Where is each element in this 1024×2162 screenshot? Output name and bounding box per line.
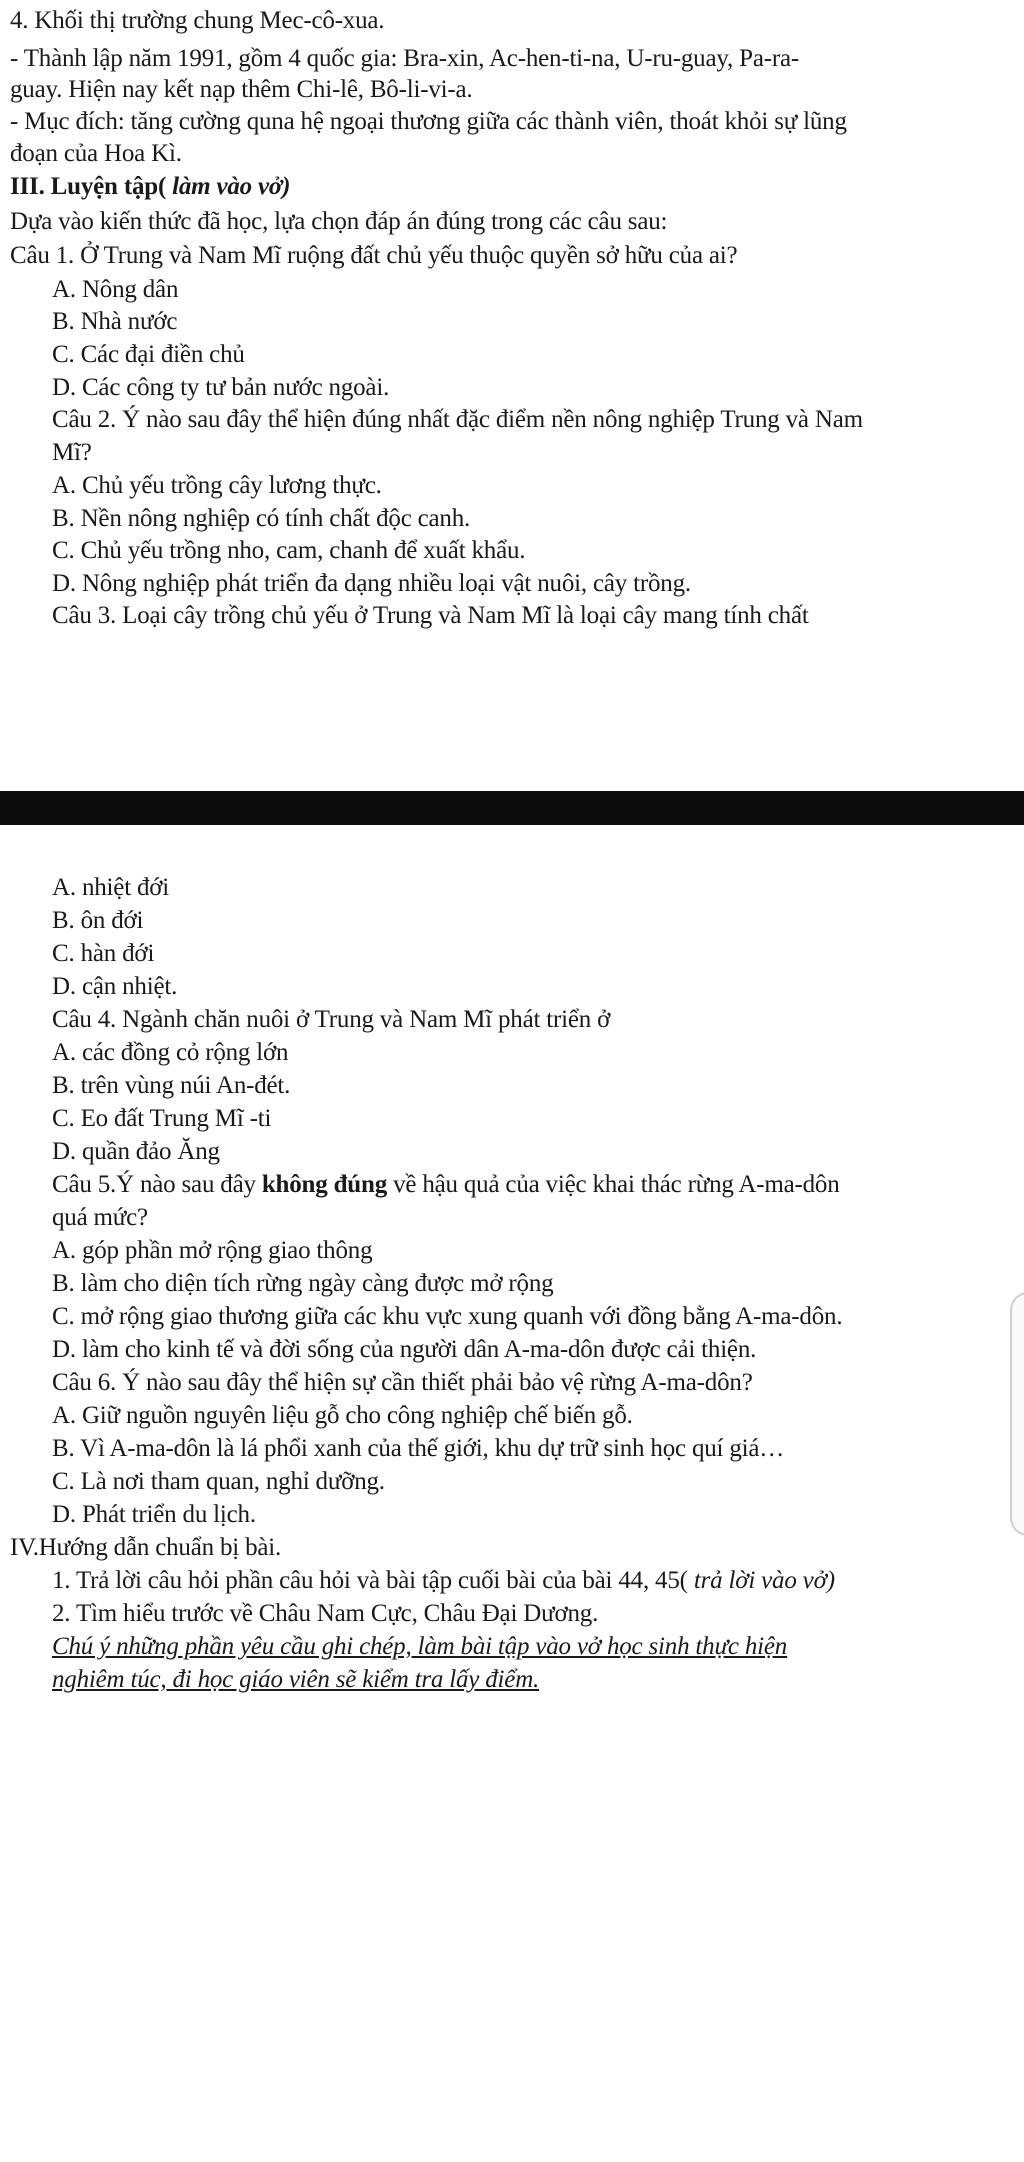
answer-option: A. Giữ nguồn nguyên liệu gỗ cho công nghiệp chế biến gỗ. [52, 1402, 633, 1429]
answer-option: D. cận nhiệt. [52, 973, 178, 1000]
answer-option: A. nhiệt đới [52, 874, 170, 901]
answer-option: A. các đồng cỏ rộng lớn [52, 1039, 289, 1066]
question-5-emphasis: không đúng [261, 1171, 388, 1198]
section-heading-text: III. Luyện tập( [10, 173, 173, 200]
question-1: Câu 1. Ở Trung và Nam Mĩ ruộng đất chủ yếu thuộc quyền sở hữu của ai? [10, 242, 738, 269]
question-5-cont: quá mức? [52, 1204, 148, 1231]
question-3: Câu 3. Loại cây trồng chủ yếu ở Trung và Nam Mĩ là loại cây mang tính chất [52, 602, 809, 629]
prep-item-1 [52, 1566, 835, 1596]
answer-option: B. làm cho diện tích rừng ngày càng được mở rộng [52, 1270, 554, 1297]
answer-option: C. Là nơi tham quan, nghỉ dưỡng. [52, 1468, 385, 1495]
prep-item-2: 2. Tìm hiểu trước về Châu Nam Cực, Châu Đại Dương. [52, 1600, 599, 1627]
separator-bar [0, 791, 1024, 825]
question-4: Câu 4. Ngành chăn nuôi ở Trung và Nam Mĩ phát triển ở [52, 1006, 611, 1033]
answer-option: A. góp phần mở rộng giao thông [52, 1237, 373, 1264]
note-line: Chú ý những phần yêu cầu ghi chép, làm bài tập vào vở học sinh thực hiện [52, 1633, 788, 1660]
scroll-handle[interactable] [1010, 1292, 1024, 1536]
answer-option: D. quần đảo Ăng [52, 1138, 220, 1165]
answer-option: D. Các công ty tư bản nước ngoài. [52, 374, 390, 401]
prep-item-1-note: trả lời vào vở) [693, 1567, 835, 1594]
answer-option: B. trên vùng núi An-đét. [52, 1072, 291, 1099]
heading-mercosur: 4. Khối thị trường chung Mec-cô-xua. [10, 7, 385, 34]
question-5 [52, 1170, 840, 1200]
answer-option: D. làm cho kinh tế và đời sống của người dân A-ma-dôn được cải thiện. [52, 1336, 757, 1363]
answer-option: C. Chủ yếu trồng nho, cam, chanh để xuất khẩu. [52, 537, 526, 564]
note-line: nghiêm túc, đi học giáo viên sẽ kiểm tra lấy điểm. [52, 1666, 540, 1693]
answer-option: C. mở rộng giao thương giữa các khu vực xung quanh với đồng bằng A-ma-dôn. [52, 1303, 843, 1330]
question-2-cont: Mĩ? [52, 439, 92, 466]
answer-option: A. Nông dân [52, 276, 179, 303]
answer-option: D. Nông nghiệp phát triển đa dạng nhiều loại vật nuôi, cây trồng. [52, 570, 691, 597]
question-5-start: Câu 5.Ý nào sau đây [52, 1171, 262, 1198]
paragraph-line: - Mục đích: tăng cường quna hệ ngoại thương giữa các thành viên, thoát khỏi sự lũng [10, 108, 847, 135]
answer-option: B. Nhà nước [52, 308, 178, 335]
section-heading-prep: IV.Hướng dẫn chuẩn bị bài. [10, 1534, 282, 1561]
answer-option: A. Chủ yếu trồng cây lương thực. [52, 472, 382, 499]
paragraph-line: - Thành lập năm 1991, gồm 4 quốc gia: Bra-xin, Ac-hen-ti-na, U-ru-guay, Pa-ra- [10, 45, 800, 72]
paragraph-line: đoạn của Hoa Kì. [10, 140, 182, 167]
section-heading-practice [10, 172, 290, 202]
answer-option: C. hàn đới [52, 940, 155, 967]
question-6: Câu 6. Ý nào sau đây thể hiện sự cần thiết phải bảo vệ rừng A-ma-dôn? [52, 1369, 753, 1396]
answer-option: C. Các đại điền chủ [52, 341, 245, 368]
answer-option: B. Vì A-ma-dôn là lá phổi xanh của thế giới, khu dự trữ sinh học quí giá… [52, 1435, 785, 1462]
instruction-text: Dựa vào kiến thức đã học, lựa chọn đáp án đúng trong các câu sau: [10, 208, 668, 235]
question-5-end: về hậu quả của việc khai thác rừng A-ma-dôn [387, 1171, 840, 1198]
answer-option: C. Eo đất Trung Mĩ -ti [52, 1105, 272, 1132]
answer-option: B. ôn đới [52, 907, 144, 934]
question-2: Câu 2. Ý nào sau đây thể hiện đúng nhất đặc điểm nền nông nghiệp Trung và Nam [52, 406, 863, 433]
section-heading-note: làm vào vở) [172, 173, 291, 200]
paragraph-line: guay. Hiện nay kết nạp thêm Chi-lê, Bô-li-vi-a. [10, 76, 473, 103]
prep-item-1-text: 1. Trả lời câu hỏi phần câu hỏi và bài tập cuối bài của bài 44, 45( [52, 1567, 694, 1594]
answer-option: B. Nền nông nghiệp có tính chất độc canh. [52, 505, 471, 532]
answer-option: D. Phát triển du lịch. [52, 1501, 256, 1528]
